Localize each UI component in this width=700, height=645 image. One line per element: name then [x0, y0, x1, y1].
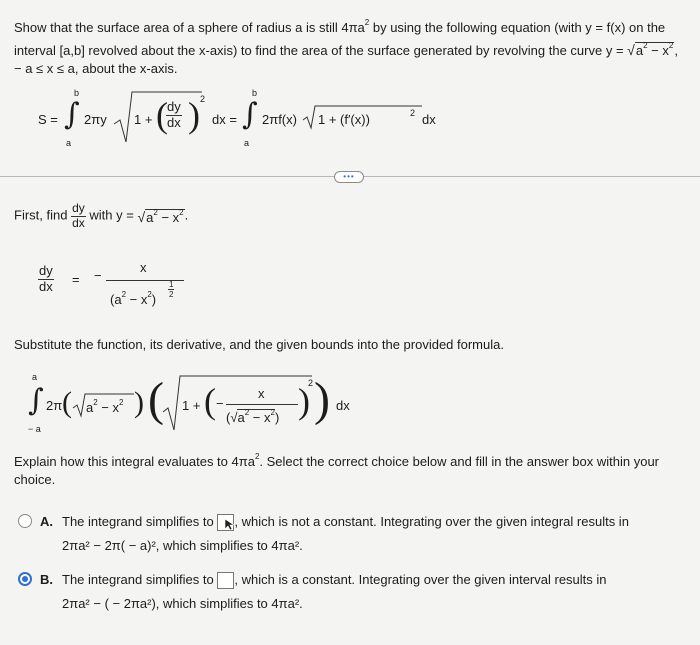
choice-b-answer-box[interactable]	[217, 572, 234, 589]
problem-line-2: interval [a,b] revolved about the x-axis) to find the area of the surface generated by revolving the curve $y = √a^2 - x^2$,	[14, 37, 694, 60]
sqrt-expression: $√a^2 - x^2$	[627, 41, 674, 58]
substitute-text: Substitute the function, its derivative, and the given bounds into the provided formula.	[14, 337, 504, 352]
derivative-result: $\frac{dy}{dx}$ = − x $(a^2 - x^2)$ $\frac{1}{2}$	[38, 250, 238, 310]
choice-a-radio[interactable]	[18, 514, 32, 528]
problem-line-1: Show that the surface area of a sphere of radius a is still $4\pi a^2$ by using the following equation (with y = f(x) on the	[14, 18, 666, 35]
dy-dx-fraction: $\frac{dy}{dx}$	[167, 99, 181, 130]
integral-sign-2: ∫	[242, 97, 258, 132]
choice-a-answer-box[interactable]	[217, 514, 234, 531]
choice-b[interactable]: B. The integrand simplifies to , which is a constant. Integrating over the given interval results in 2πa² − ( − 2πa²), which simplifies to 4πa².	[18, 570, 688, 616]
substituted-integral: a ∫ − a 2π ( $a^2 - x^2$ ) ( 1 + ( − x $(√a^2 - x^2)$ ) 2 ) dx	[28, 372, 350, 434]
choice-b-radio[interactable]	[18, 572, 32, 586]
step1-line: First, find $\frac{dy}{dx}$ with $y = √a^2 - x^2$.	[14, 201, 189, 230]
explain-text: Explain how this integral evaluates to $4\pi a^2$. Select the correct choice below and fill in the answer box within your choice.	[14, 452, 659, 487]
integral-sign-3: ∫	[28, 383, 44, 418]
expand-button[interactable]: •••	[334, 171, 364, 183]
sqrt-expression-2: $√a^2 - x^2$	[137, 207, 184, 225]
choice-a[interactable]: A. The integrand simplifies to , which is not a constant. Integrating over the given integral results in 2πa² − 2π( − a)², which simplifies to 4πa².	[18, 512, 688, 558]
integral-sign: ∫	[64, 97, 80, 132]
surface-area-formula: S = ∫ b a 2πy 1 + ( $\frac{dy}{dx}$ ) 2 dx = ∫ b a 2πf(x) 1 + (f′(x)) 2 dx	[38, 88, 436, 148]
problem-statement	[14, 14, 694, 78]
cursor-icon	[225, 519, 235, 531]
problem-line-3: − a ≤ x ≤ a, about the x-axis.	[14, 61, 178, 76]
